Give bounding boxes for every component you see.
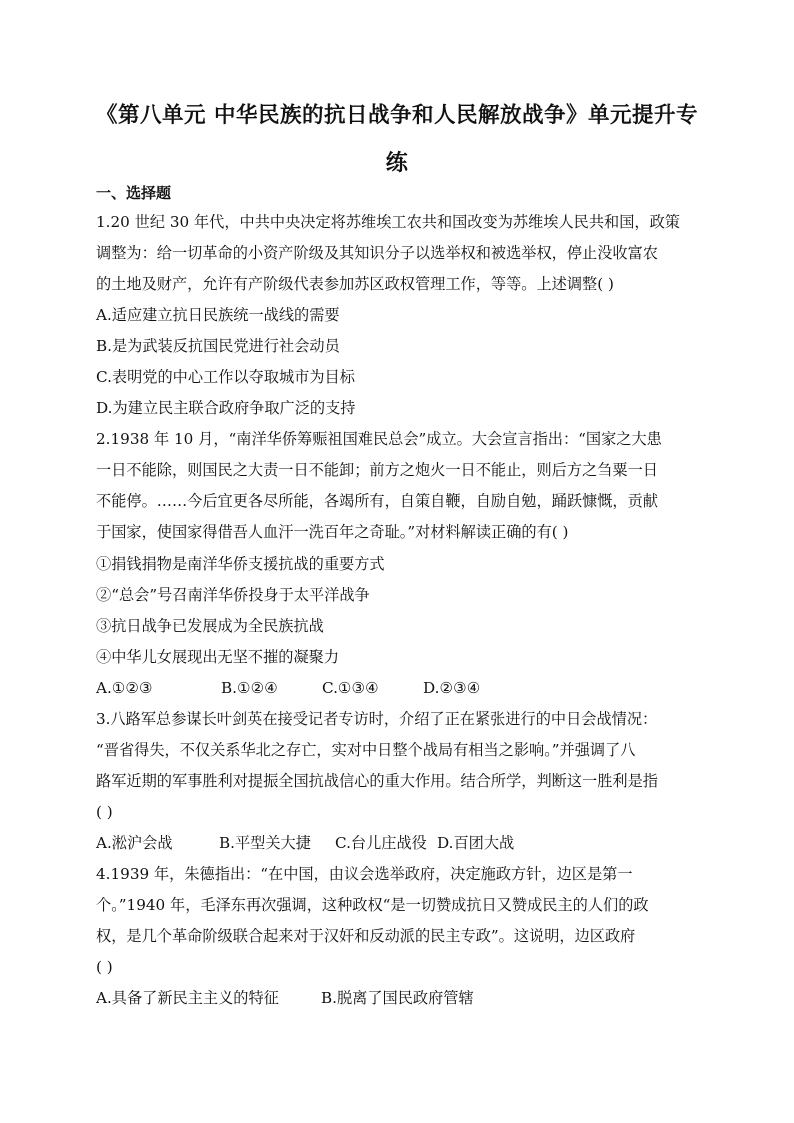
q1-stem-line-2: 调整为：给一切革命的小资产阶级及其知识分子以选举权和被选举权，停止没收富农 xyxy=(96,244,658,262)
q3-options xyxy=(96,833,514,853)
page-title xyxy=(96,92,698,188)
q3-stem-line-4: ( ) xyxy=(96,803,113,821)
q2-stem-line-3: 不能停。……今后宜更各尽所能，各竭所有，自策自鞭，自励自勉，踊跃慷慨，贡献 xyxy=(96,492,658,510)
q2-statement-1: ①捐钱捐物是南洋华侨支援抗战的重要方式 xyxy=(96,555,385,573)
q3-option-d: D.百团大战 xyxy=(437,834,515,852)
q1-stem-line-3: 的土地及财产，允许有产阶级代表参加苏区政权管理工作，等等。上述调整( ) xyxy=(96,275,614,293)
q2-options xyxy=(96,678,480,698)
q2-stem-line-1: 2.1938 年 10 月，“南洋华侨筹赈祖国难民总会”成立。大会宣言指出：“国家之大患 xyxy=(96,430,662,448)
q2-option-c: C.①③④ xyxy=(322,679,379,697)
q1-option-d: D.为建立民主联合政府争取广泛的支持 xyxy=(96,399,356,417)
q4-stem-line-4: ( ) xyxy=(96,958,113,976)
section-heading: 一、选择题 xyxy=(96,184,172,202)
q4-option-a: A.具备了新民主主义的特征 xyxy=(96,989,279,1007)
q2-statement-2: ②“总会”号召南洋华侨投身于太平洋战争 xyxy=(96,586,370,604)
q4-option-b: B.脱离了国民政府管辖 xyxy=(321,989,474,1007)
q1-stem-line-1: 1.20 世纪 30 年代，中共中央决定将苏维埃工农共和国改变为苏维埃人民共和国，政策 xyxy=(96,213,680,231)
q4-stem-line-2: 个。”1940 年，毛泽东再次强调，这种政权“是一切赞成抗日又赞成民主的人们的政 xyxy=(96,896,649,914)
q3-stem-line-3: 路军近期的军事胜利对提振全国抗战信心的重大作用。结合所学，判断这一胜利是指 xyxy=(96,772,658,790)
q3-option-c: C.台儿庄战役 xyxy=(335,834,427,852)
title-line-1: 《第八单元 中华民族的抗日战争和人民解放战争》单元提升专 xyxy=(96,103,698,128)
q2-statement-4: ④中华儿女展现出无坚不摧的凝聚力 xyxy=(96,648,339,666)
q3-stem-line-2: “晋省得失，不仅关系华北之存亡，实对中日整个战局有相当之影响。”并强调了八 xyxy=(96,741,636,759)
q3-option-a: A.淞沪会战 xyxy=(96,834,173,852)
q2-option-b: B.①②④ xyxy=(221,679,278,697)
q4-stem-line-1: 4.1939 年，朱德指出：“在中国，由议会选举政府，决定施政方针，边区是第一 xyxy=(96,865,633,883)
q2-statement-3: ③抗日战争已发展成为全民族抗战 xyxy=(96,617,324,635)
q3-option-b: B.平型关大捷 xyxy=(219,834,311,852)
q3-stem-line-1: 3.八路军总参谋长叶剑英在接受记者专访时，介绍了正在紧张进行的中日会战情况： xyxy=(96,710,658,728)
title-line-2: 练 xyxy=(385,151,409,176)
q4-options xyxy=(96,988,474,1008)
q2-stem-line-4: 于国家，使国家得借吾人血汗一洗百年之奇耻。”对材料解读正确的有( ) xyxy=(96,523,569,541)
q1-option-c: C.表明党的中心工作以夺取城市为目标 xyxy=(96,368,355,386)
q4-stem-line-3: 权，是几个革命阶级联合起来对于汉奸和反动派的民主专政”。这说明，边区政府 xyxy=(96,927,636,945)
q1-option-b: B.是为武装反抗国民党进行社会动员 xyxy=(96,337,340,355)
q1-option-a: A.适应建立抗日民族统一战线的需要 xyxy=(96,306,340,324)
q2-option-a: A.①②③ xyxy=(96,679,153,697)
q2-stem-line-2: 一日不能除，则国民之大责一日不能卸；前方之炮火一日不能止，则后方之刍粟一日 xyxy=(96,461,658,479)
q2-option-d: D.②③④ xyxy=(423,679,481,697)
